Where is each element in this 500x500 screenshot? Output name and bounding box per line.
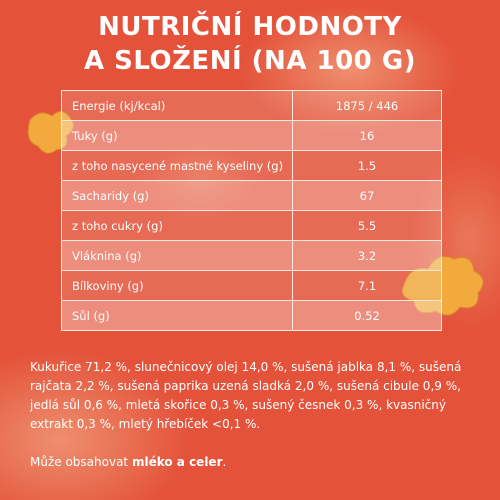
nutrient-value: 5.5 — [293, 211, 442, 241]
table-row — [62, 271, 442, 301]
title-line-2: A SLOŽENÍ (NA 100 G) — [83, 46, 417, 76]
nutrient-label: z toho cukry (g) — [62, 211, 293, 241]
nutrition-table — [61, 90, 442, 331]
nutrient-value: 7.1 — [293, 271, 442, 301]
nutrient-label: Sůl (g) — [62, 301, 293, 331]
allergen-prefix: Může obsahovat — [30, 455, 132, 469]
table-row — [62, 211, 442, 241]
nutrient-label: Energie (kj/kcal) — [62, 91, 293, 121]
ingredients-block — [30, 358, 470, 472]
nutrient-value: 3.2 — [293, 241, 442, 271]
table-row — [62, 181, 442, 211]
table-row — [62, 151, 442, 181]
allergen-suffix: . — [222, 455, 227, 469]
ingredients-text: Kukuřice 71,2 %, slunečnicový olej 14,0 %, sušená jablka 8,1 %, sušená rajčata 2,2 %, sušená paprika uzená sladká 2,0 %, sušená cibule 0,9 %, jedlá sůl 0,6 %, mletá skořice 0,3 %, sušený česnek 0,3 %, kvasničný extrakt 0,3 %, mletý hřebíček <0,1 %. — [30, 360, 462, 431]
table-row — [62, 241, 442, 271]
nutrient-value: 16 — [293, 121, 442, 151]
nutrient-value: 67 — [293, 181, 442, 211]
table-row — [62, 121, 442, 151]
allergen-note — [30, 453, 470, 472]
nutrient-label: Tuky (g) — [62, 121, 293, 151]
nutrient-label: z toho nasycené mastné kyseliny (g) — [62, 151, 293, 181]
table-row — [62, 301, 442, 331]
nutrient-value: 1875 / 446 — [293, 91, 442, 121]
title-line-1: NUTRIČNÍ HODNOTY — [98, 12, 402, 42]
page-title — [0, 10, 500, 78]
allergen-names: mléko a celer — [131, 455, 223, 469]
nutrient-label: Vláknina (g) — [62, 241, 293, 271]
nutrient-label: Sacharidy (g) — [62, 181, 293, 211]
nutrient-value: 1.5 — [293, 151, 442, 181]
nutrient-value: 0.52 — [293, 301, 442, 331]
table-row — [62, 91, 442, 121]
nutrient-label: Bílkoviny (g) — [62, 271, 293, 301]
